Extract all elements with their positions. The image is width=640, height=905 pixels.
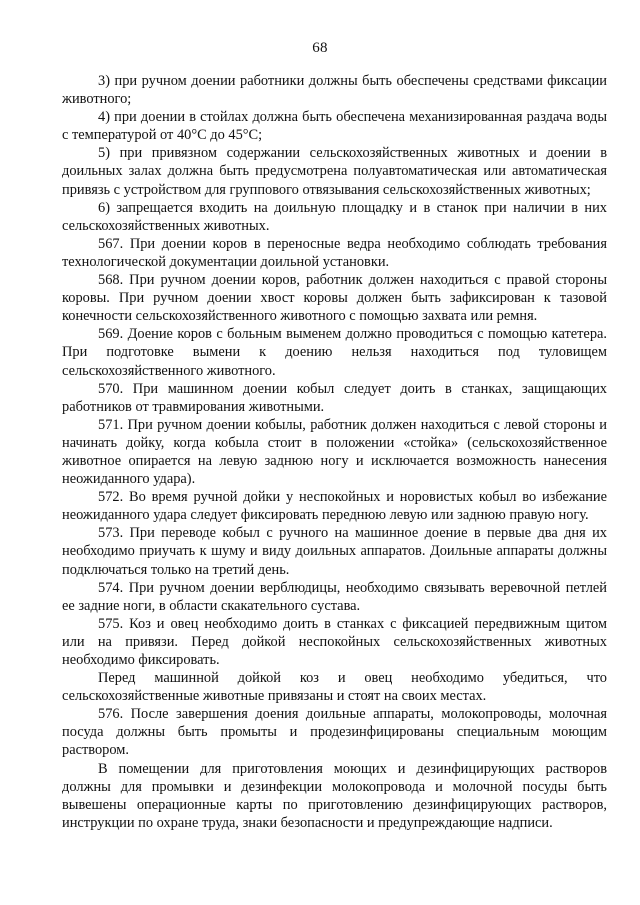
paragraph-576-continued: В помещении для приготовления моющих и дезинфицирующих растворов должны для промывки и дезинфекции молокопровода и молочной посуды быть вывешены операционные карты по приготовлению дезинфицирующих растворов, инструкции по охране труда, знаки безопасности и предупреждающие надписи. (62, 760, 607, 831)
paragraph-572: 572. Во время ручной дойки у неспокойных и норовистых кобыл во избежание неожиданного удара следует фиксировать переднюю левую или заднюю правую ногу. (62, 489, 607, 524)
page-number: 68 (312, 40, 328, 56)
paragraph-570: 570. При машинном доении кобыл следует доить в станках, защищающих работников от травмирования животными. (62, 380, 607, 415)
paragraph-item-3: 3) при ручном доении работники должны быть обеспечены средствами фиксации животного; (62, 73, 607, 108)
paragraph-575-continued: Перед машинной дойкой коз и овец необходимо убедиться, что сельскохозяйственные животные привязаны и стоят на своих местах. (62, 670, 607, 705)
document-body (62, 72, 607, 832)
paragraph-571: 571. При ручном доении кобылы, работник должен находиться с левой стороны и начинать дойку, когда кобыла стоит в положении «стойка» (сельскохозяйственное животное опирается на левую заднюю ногу и исключается возможность нанесения неожиданного удара). (62, 416, 607, 488)
paragraph-568: 568. При ручном доении коров, работник должен находиться с правой стороны коровы. При ручном доении хвост коровы должен быть зафиксирован к тазовой конечности сельскохозяйственного животного с помощью захвата или ремня. (62, 272, 607, 325)
paragraph-item-5: 5) при привязном содержании сельскохозяйственных животных и доении в доильных залах должна быть предусмотрена полуавтоматическая или автоматическая привязь с устройством для группового отвязывания сельскохозяйственных животных; (62, 145, 607, 198)
paragraph-575: 575. Коз и овец необходимо доить в станках с фиксацией передвижным щитом или на привязи. Перед дойкой неспокойных сельскохозяйственных животных необходимо фиксировать. (62, 615, 607, 668)
paragraph-569: 569. Доение коров с больным выменем должно проводиться с помощью катетера. При подготовке вымени к доению нельзя находиться под туловищем сельскохозяйственного животного. (62, 326, 607, 379)
paragraph-567: 567. При доении коров в переносные ведра необходимо соблюдать требования технологической документации доильной установки. (62, 235, 607, 270)
paragraph-item-6: 6) запрещается входить на доильную площадку и в станок при наличии в них сельскохозяйственных животных. (62, 199, 607, 234)
paragraph-item-4: 4) при доении в стойлах должна быть обеспечена механизированная раздача воды с температурой от 40°С до 45°С; (62, 109, 607, 144)
paragraph-574: 574. При ручном доении верблюдицы, необходимо связывать веревочной петлей ее задние ноги, в области скакательного сустава. (62, 579, 607, 614)
paragraph-573: 573. При переводе кобыл с ручного на машинное доение в первые два дня их необходимо приучать к шуму и виду доильных аппаратов. Доильные аппараты должны подключаться только на третий день. (62, 525, 607, 578)
paragraph-576: 576. После завершения доения доильные аппараты, молокопроводы, молочная посуда должны быть промыты и продезинфицированы специальным моющим раствором. (62, 706, 607, 759)
